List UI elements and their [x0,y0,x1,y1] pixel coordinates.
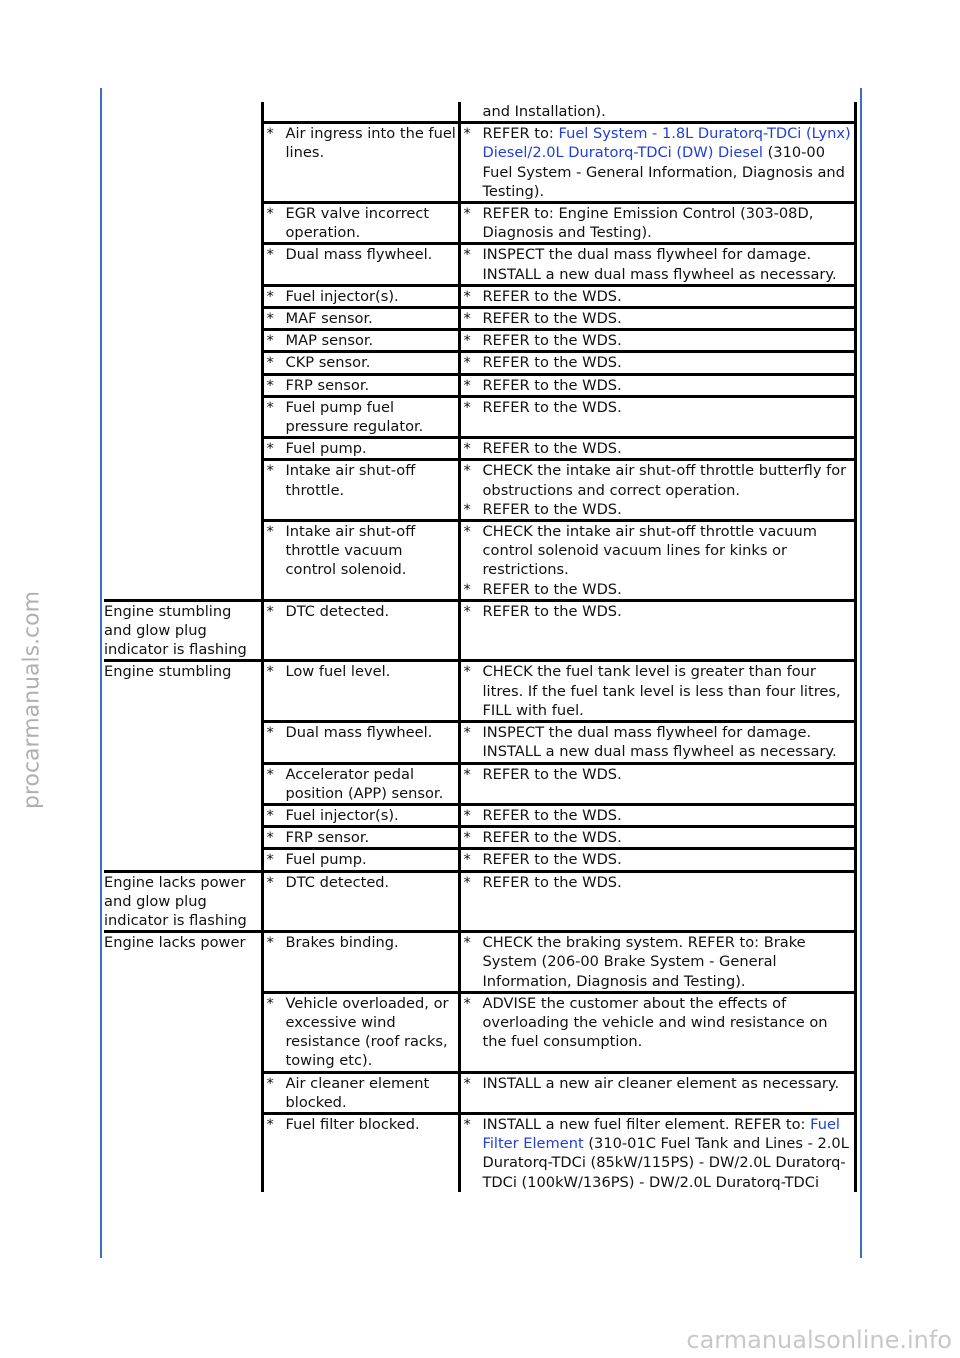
bullet-star: * [463,523,471,541]
condition-text: Engine lacks power [104,934,246,952]
condition-cell [104,374,262,396]
diagnosis-table [104,102,857,1192]
cause-item [267,287,458,306]
cause-text: FRP sensor. [285,829,370,847]
condition-cell [104,438,262,460]
condition-cell [104,804,262,826]
cause-cell [262,992,459,1072]
cause-text: Vehicle overloaded, or excessive wind resistance (roof racks, towing etc). [285,994,449,1070]
table-row [104,203,855,244]
cause-item [267,662,458,681]
action-cell [459,330,855,352]
action-text: REFER to the WDS. [482,287,622,305]
cause-cell [262,932,459,993]
action-text: INSTALL a new air cleaner element as necessary. [482,1074,840,1092]
cause-cell [262,849,459,871]
condition-cell [104,600,262,661]
action-item [464,309,854,328]
action-text: REFER to: [482,125,559,143]
cause-cell [262,203,459,244]
bullet-star: * [463,462,471,480]
action-item [464,398,854,417]
table-row [104,849,855,871]
bullet-star: * [266,602,274,620]
cause-item [267,245,458,264]
cause-item [267,602,458,621]
table-row [104,285,855,307]
table-row [104,932,855,993]
condition-cell [104,521,262,601]
table-row [104,992,855,1072]
bullet-star: * [266,934,274,952]
bullet-star: * [266,246,274,264]
action-text: REFER to the WDS. [482,332,622,350]
action-cell [459,1072,855,1113]
action-text: REFER to the WDS. [482,765,622,783]
cause-cell [262,396,459,437]
action-cell [459,374,855,396]
bullet-star: * [463,205,471,223]
action-text: REFER to the WDS. [482,354,622,372]
table-row [104,871,855,932]
bullet-star: * [463,287,471,305]
action-item [464,245,854,283]
cause-item [267,376,458,395]
bullet-star: * [266,125,274,143]
action-cell [459,203,855,244]
action-item [464,1074,854,1093]
cause-item [267,398,458,436]
cause-text: Fuel filter blocked. [285,1115,420,1133]
cause-cell [262,123,459,203]
reference-link[interactable]: Fuel System - 1.8L Duratorq-TDCi (Lynx) Diesel/2.0L Duratorq-TDCi (DW) Diesel [482,125,851,162]
action-cell [459,804,855,826]
cause-cell [262,1113,459,1191]
condition-cell [104,849,262,871]
cause-cell [262,352,459,374]
cause-text: DTC detected. [285,873,390,891]
action-item [464,873,854,892]
action-text: REFER to: Engine Emission Control (303-08D, Diagnosis and Testing). [482,205,814,242]
table-row [104,396,855,437]
action-item [464,102,854,121]
action-item [464,662,854,720]
condition-cell [104,352,262,374]
action-text: INSTALL a new fuel filter element. REFER to: [482,1115,811,1133]
table-row [104,661,855,722]
action-text: (310-00 Fuel System - General Information, Diagnosis and Testing). [482,144,845,200]
cause-item [267,204,458,242]
condition-cell [104,661,262,722]
action-text: REFER to the WDS. [482,440,622,458]
action-cell [459,992,855,1072]
cause-cell [262,438,459,460]
cause-cell [262,285,459,307]
bullet-star: * [463,806,471,824]
cause-item [267,439,458,458]
action-item [464,806,854,825]
cause-cell [262,330,459,352]
condition-cell [104,460,262,521]
table-row [104,722,855,763]
bullet-star: * [266,205,274,223]
cause-item [267,461,458,499]
cause-cell [262,600,459,661]
action-cell [459,396,855,437]
cause-text: Brakes binding. [285,934,399,952]
action-cell [459,244,855,285]
cause-text: Low fuel level. [285,663,391,681]
condition-cell [104,330,262,352]
bullet-star: * [266,523,274,541]
bullet-star: * [463,354,471,372]
action-cell [459,827,855,849]
cause-cell [262,871,459,932]
cause-item [267,873,458,892]
cause-item [267,331,458,350]
table-row [104,374,855,396]
footer-watermark: carmanualsonline.info [686,1326,952,1354]
action-item [464,765,854,784]
condition-cell [104,244,262,285]
action-cell [459,285,855,307]
action-text: REFER to the WDS. [482,602,622,620]
condition-text: Engine stumbling and glow plug indicator is flashing [104,602,247,659]
action-cell [459,661,855,722]
action-cell [459,722,855,763]
cause-text: Dual mass flywheel. [285,724,433,742]
condition-cell [104,1072,262,1113]
cause-cell [262,308,459,330]
action-text: INSPECT the dual mass flywheel for damage. INSTALL a new dual mass flywheel as necessary. [482,246,837,283]
bullet-star: * [266,376,274,394]
condition-cell [104,285,262,307]
bullet-star: * [266,724,274,742]
bullet-star: * [266,765,274,783]
table-row [104,123,855,203]
table-row [104,804,855,826]
cause-item [267,994,458,1071]
action-cell [459,123,855,203]
cause-cell [262,827,459,849]
cause-item [267,353,458,372]
cause-item [267,522,458,580]
bullet-star: * [266,1074,274,1092]
bullet-star: * [463,310,471,328]
bullet-star: * [266,287,274,305]
table-row [104,308,855,330]
cause-cell [262,804,459,826]
action-item [464,331,854,350]
cause-cell [262,102,459,123]
action-cell [459,763,855,804]
cause-text: EGR valve incorrect operation. [285,205,430,242]
action-item [464,994,854,1052]
action-text: REFER to the WDS. [482,500,622,518]
bullet-star: * [463,1074,471,1092]
action-item [464,287,854,306]
bullet-star: * [463,994,471,1012]
action-item [464,580,854,599]
cause-cell [262,521,459,601]
cause-cell [262,722,459,763]
cause-text: Intake air shut-off throttle vacuum control solenoid. [285,523,416,579]
action-item [464,522,854,580]
bullet-star: * [266,398,274,416]
cause-text: Fuel injector(s). [285,806,399,824]
action-cell [459,871,855,932]
condition-cell [104,308,262,330]
action-cell [459,1113,855,1191]
action-text: REFER to the WDS. [482,873,622,891]
condition-cell [104,1113,262,1191]
bullet-star: * [463,580,471,598]
cause-cell [262,374,459,396]
action-item [464,124,854,201]
action-item [464,850,854,869]
table-row [104,600,855,661]
bullet-star: * [266,663,274,681]
condition-text: Engine lacks power and glow plug indicator is flashing [104,873,247,929]
left-page-edge [100,88,102,1258]
cause-item [267,1074,458,1112]
table-row [104,763,855,804]
cause-text: Air cleaner element blocked. [285,1074,430,1111]
table-row [104,352,855,374]
action-text: REFER to the WDS. [482,376,622,394]
condition-text: Engine stumbling [104,663,232,681]
cause-text: Intake air shut-off throttle. [285,462,416,499]
cause-text: Accelerator pedal position (APP) sensor. [285,765,444,802]
cause-item [267,723,458,742]
action-text: CHECK the fuel tank level is greater than four litres. If the fuel tank level is less than four litres, FILL with fuel. [482,663,841,719]
action-item [464,828,854,847]
cause-text: FRP sensor. [285,376,370,394]
condition-cell [104,396,262,437]
action-text: (310-01C Fuel Tank and Lines - 2.0L Duratorq-TDCi (85kW/115PS) - DW/2.0L Duratorq-TDCi (100kW/136PS) - DW/2.0L Duratorq-TDCi [482,1135,849,1191]
bullet-star: * [266,354,274,372]
action-text: ADVISE the customer about the effects of overloading the vehicle and wind resistance on the fuel consumption. [482,994,828,1051]
cause-item [267,765,458,803]
bullet-star: * [266,873,274,891]
table-row [104,1072,855,1113]
action-item [464,204,854,242]
action-item [464,933,854,991]
action-text: REFER to the WDS. [482,580,622,598]
bullet-star: * [266,332,274,350]
condition-cell [104,102,262,123]
action-text: REFER to the WDS. [482,851,622,869]
cause-item [267,828,458,847]
action-item [464,723,854,761]
cause-text: MAF sensor. [285,310,373,328]
bullet-star: * [463,246,471,264]
action-text: INSPECT the dual mass flywheel for damage. INSTALL a new dual mass flywheel as necessary. [482,724,837,761]
cause-cell [262,460,459,521]
table-row [104,244,855,285]
bullet-star: * [463,663,471,681]
bullet-star: * [463,934,471,952]
action-cell [459,849,855,871]
bullet-star: * [463,125,471,143]
bullet-star: * [266,310,274,328]
bullet-star: * [266,806,274,824]
action-text: REFER to the WDS. [482,829,622,847]
bullet-star: * [266,994,274,1012]
action-text: REFER to the WDS. [482,310,622,328]
bullet-star: * [266,440,274,458]
cause-item [267,850,458,869]
action-text: REFER to the WDS. [482,398,622,416]
action-item [464,602,854,621]
bullet-star: * [463,332,471,350]
action-text: CHECK the intake air shut-off throttle vacuum control solenoid vacuum lines for kinks or restrictions. [482,523,818,579]
table-row [104,1113,855,1191]
action-item [464,353,854,372]
action-text: CHECK the intake air shut-off throttle butterfly for obstructions and correct operation. [482,462,847,499]
table-row [104,330,855,352]
bullet-star: * [266,829,274,847]
action-text: CHECK the braking system. REFER to: Brake System (206-00 Brake System - General Information, Diagnosis and Testing). [482,934,806,990]
reference-link[interactable]: Fuel Filter Element [482,1115,840,1153]
table-row [104,460,855,521]
bullet-star: * [463,851,471,869]
action-item [464,500,854,519]
action-cell [459,932,855,993]
side-watermark: procarmanuals.com [19,590,45,810]
action-cell [459,600,855,661]
cause-text: Dual mass flywheel. [285,246,433,264]
bullet-star: * [266,1115,274,1133]
action-item [464,439,854,458]
condition-cell [104,992,262,1072]
cause-item [267,806,458,825]
bullet-star: * [463,440,471,458]
bullet-star: * [266,851,274,869]
condition-cell [104,203,262,244]
cause-cell [262,1072,459,1113]
action-item [464,1115,854,1192]
table-row [104,521,855,601]
cause-item [267,124,458,162]
cause-text: DTC detected. [285,602,390,620]
bullet-star: * [463,873,471,891]
cause-item [267,309,458,328]
cause-text: CKP sensor. [285,354,371,372]
action-cell [459,352,855,374]
bullet-star: * [463,602,471,620]
condition-cell [104,763,262,804]
action-cell [459,438,855,460]
bullet-star: * [463,724,471,742]
condition-cell [104,932,262,993]
bullet-star: * [266,462,274,480]
cause-cell [262,763,459,804]
bullet-star: * [463,376,471,394]
table-row [104,827,855,849]
cause-item [267,1115,458,1134]
bullet-star: * [463,500,471,518]
action-cell [459,102,855,123]
cause-cell [262,244,459,285]
condition-cell [104,722,262,763]
right-page-edge [860,88,862,1258]
condition-cell [104,827,262,849]
cause-text: Fuel pump. [285,851,367,869]
cause-text: Fuel pump fuel pressure regulator. [285,398,424,436]
bullet-star: * [463,398,471,416]
action-text: and Installation). [482,103,606,120]
action-cell [459,521,855,601]
cause-cell [262,661,459,722]
action-item [464,376,854,395]
condition-cell [104,123,262,203]
condition-cell [104,871,262,932]
action-cell [459,460,855,521]
bullet-star: * [463,765,471,783]
cause-text: Fuel injector(s). [285,287,399,305]
bullet-star: * [463,1115,471,1133]
action-text: REFER to the WDS. [482,806,622,824]
table-row [104,438,855,460]
action-item [464,461,854,499]
cause-text: MAP sensor. [285,332,374,350]
cause-item [267,933,458,952]
table-row [104,102,855,123]
action-cell [459,308,855,330]
cause-text: Air ingress into the fuel lines. [285,125,456,162]
cause-text: Fuel pump. [285,440,367,458]
bullet-star: * [463,829,471,847]
